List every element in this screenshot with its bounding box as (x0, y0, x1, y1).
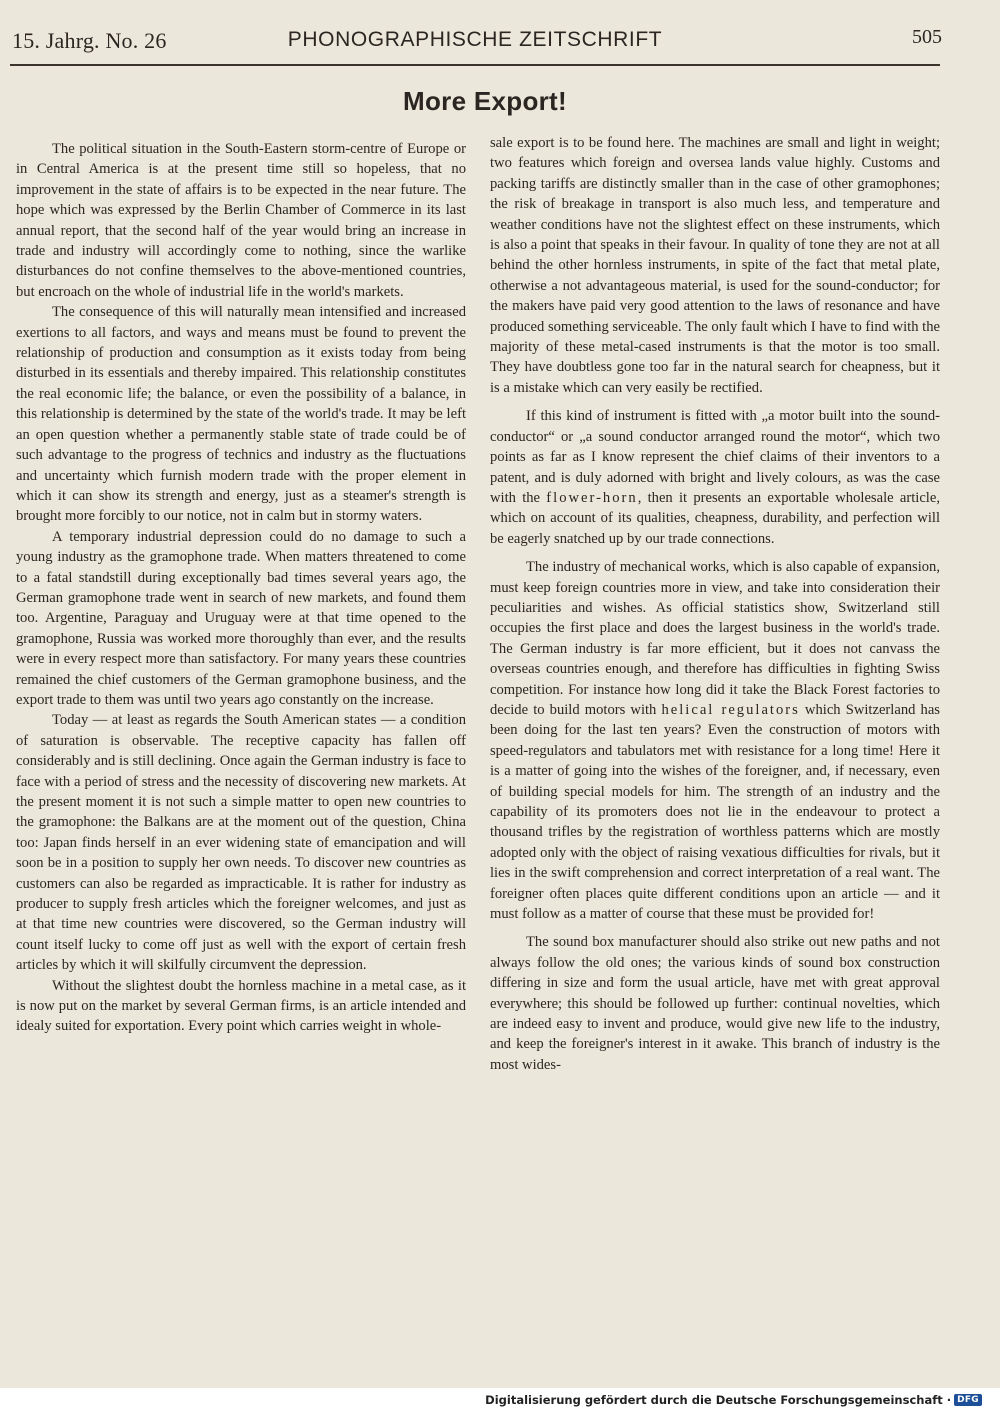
spaced-term: flower-horn (546, 489, 638, 506)
paragraph: Today — at least as regards the South American states — a condition of saturation is observable. The receptive capacity has fallen off considerably and is still declining. Once again the German industry is face to face with a period of stress and the necessity of discovering new markets. At the present moment it is not such a simple matter to open new countries to the gramophone: the Balkans are at the moment out of the question, China too: Japan finds herself in an ever widening state of emancipation and will soon be in a position to supply her own needs. To discover new countries as customers can also be regarded as impracticable. It is rather for industry as producer to supply fresh articles which the foreigner welcomes, and just as at that time new countries were discovered, so the German industry will count itself lucky to come off just as well with the export of certain fresh articles by which it will skilfully circumvent the depression. (16, 712, 466, 974)
paragraph: The sound box manufacturer should also strike out new paths and not always follow the old ones; the various kinds of sound box construction differing in size and form the usual article, have met with great approval everywhere; this should be followed up further: continual novelties, which are indeed easy to invent and produce, would give new life to the industry, and keep the foreigner's interest in it awake. This branch of industry is the most wides- (490, 934, 940, 1073)
dfg-logo-icon: DFG (954, 1394, 982, 1406)
paragraph-text: The industry of mechanical works, which is also capable of expansion, must keep foreign countries more in view, and take into consideration their peculiarities and wishes. As official statistics show, Switzerland still occupies the first place and does the largest business in the world's trade. The German industry is far more efficient, but it does not canvass the overseas countries enough, and therefore has difficulties in fighting Swiss competition. For instance how long did it take the Black Forest factories to decide to build motors with (490, 559, 940, 718)
paragraph: The political situation in the South-Eastern storm-centre of Europe or in Central America is at the present time still so hopeless, that no improvement in the state of affairs is to be expected in the near future. The hope which was expressed by the Berlin Chamber of Commerce in its last annual report, that the second half of the year would bring an increase in trade and industry will accordingly come to nothing, since the warlike disturbances do not confine themselves to the above-mentioned countries, but encroach on the whole of industrial life in the world's markets. (16, 141, 466, 300)
paragraph: sale export is to be found here. The machines are small and light in weight; two features which foreign and oversea lands value highly. Customs and packing tariffs are distinctly smaller than in the case of other gramophones; the risk of breakage in transport is also much less, and temperature and weather conditions have not the slightest effect on these instruments, which is also a point that speaks in their favour. In quality of tone they are not at all behind the other hornless instruments, in spite of the fact that metal plate, otherwise a not advantageous material, is used for the sound-conductor; for the makers have paid very good attention to the laws of resonance and have produced something serviceable. The only fault which I have to find with the majority of these metal-cased instruments is that the motor is too small. They have doubtless gone too far in the natural search for cheapness, but it is a mistake which can very easily be rectified. (490, 135, 940, 396)
credit-text: Digitalisierung gefördert durch die Deutsche Forschungsgemeinschaft · (485, 1393, 952, 1407)
paragraph: The consequence of this will naturally mean intensified and increased exertions to all factors, and ways and means must be found to prevent the relationship of production and consumption as it exists today from being disturbed in its essentials and thereby impaired. This relationship constitutes the real economic life; the balance, or even the possibility of a balance, in this relationship is determined by the state of the world's trade. It may be left an open question whether a permanently stable state of trade could be of such advantage to the progress of technics and industry as the fluctuations and uncertainty which furnish modern trade with the proper element in which it can show its strength and energy, just as a steamer's strength is brought more forcibly to our notice, not in calm but in stormy waters. (16, 304, 466, 525)
page-header (10, 24, 940, 66)
right-column (490, 133, 940, 1075)
spaced-term: helical regulators (661, 701, 800, 718)
paragraph-text: If this kind of instrument is fitted with „a motor built into the sound-conductor“ or „a sound conductor arranged round the motor“, which two points as far as I know represent the chief claims of their inventors to a patent, and is duly adorned with bright and lively colours, as was the case with the (490, 408, 940, 506)
paragraph-text: , then it presents an exportable wholesale article, which on account of its qualities, cheapness, durability, and perfection will be eagerly snatched up by our trade connections. (490, 489, 940, 547)
paragraph (490, 406, 940, 549)
volume-issue: 15. Jahrg. No. 26 (12, 28, 167, 53)
page-number: 505 (912, 26, 942, 48)
paragraph: Without the slightest doubt the hornless machine in a metal case, as it is now put on the market by several German firms, is an article intended and idealy suited for exportation. Every point which carries weight in whole- (16, 977, 466, 1035)
left-column (16, 139, 466, 1037)
paragraph (490, 557, 940, 924)
article-title: More Export! (403, 86, 567, 116)
digitization-credit (485, 1393, 982, 1407)
paragraph-text: which Switzerland has been doing for the last ten years? Even the construction of motors with speed-regulators and tabulators met with resistance for a long time! Here it is a matter of going into the wishes of the foreigner, and, if necessary, even of building special models for him. The strength of an industry and the capability of its promoters does not lie in the endeavour to protect a thousand trifles by the registration of worthless patterns which are mostly adopted only with the object of raising vexatious difficulties for rivals, but it lies in the swift comprehension and correct interpretation of a real want. The foreigner often places quite different conditions upon an article — and it must follow as a matter of course that these must be provided for! (490, 701, 940, 923)
journal-title: PHONOGRAPHISCHE ZEITSCHRIFT (287, 28, 663, 51)
paragraph: A temporary industrial depression could do no damage to such a young industry as the gramophone trade. When matters threatened to come to a fatal standstill during exceptionally bad times several years ago, the German gramophone trade went in search of new markets, and found them too. Argentine, Paraguay and Uruguay were at that time opened to the gramophone, Russia was worked more thoroughly than ever, and the results were in every respect more than satisfactory. For many years these countries remained the chief customers of the German gramophone business, and the export trade to them was until two years ago constantly on the increase. (16, 528, 466, 708)
